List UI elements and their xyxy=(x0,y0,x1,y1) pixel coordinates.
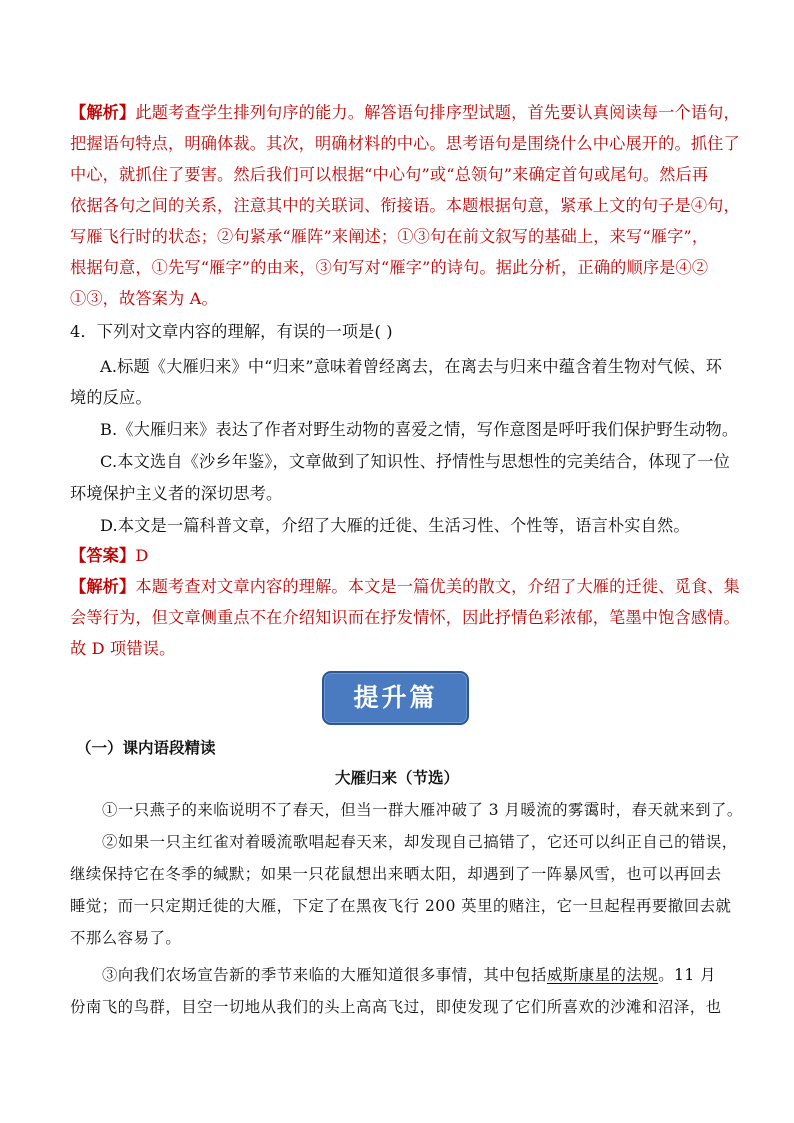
analysis-tag: 【解析】 xyxy=(70,103,136,122)
banner-label: 提升篇 xyxy=(353,683,438,712)
passage-paragraph-2-line-1: ②如果一只主红雀对着暖流歌唱起春天来，却发现自己搞错了，它还可以纠正自己的错误， xyxy=(102,833,738,851)
passage-paragraph-2-line-4: 不那么容易了。 xyxy=(70,929,182,947)
section-banner xyxy=(322,671,469,725)
answer-tag: 【答案】 xyxy=(70,546,136,565)
passage-paragraph-3-line-1: ③向我们农场宣告新的季节来临的大雁知道很多事情，其中包括威斯康星的法规。11 月 xyxy=(102,966,716,984)
option-b: B.《大雁归来》表达了作者对野生动物的喜爱之情，写作意图是呼吁我们保护野生动物。 xyxy=(100,420,739,439)
analysis-4-line-3: 故 D 项错误。 xyxy=(70,639,176,658)
analysis-3-line-6: 根据句意，①先写“雁字”的由来，③句写对“雁字”的诗句。据此分析，正确的顺序是④② xyxy=(70,258,709,277)
option-a-line-1: A.标题《大雁归来》中“归来”意味着曾经离去，在离去与归来中蕴含着生物对气候、环 xyxy=(100,357,723,376)
option-d: D.本文是一篇科普文章，介绍了大雁的迁徙、生活习性、个性等，语言朴实自然。 xyxy=(100,516,690,535)
analysis-3-line-2: 把握语句特点，明确体裁。其次，明确材料的中心。思考语句是围绕什么中心展开的。抓住了 xyxy=(70,134,740,153)
analysis-4-line-2: 会等行为，但文章侧重点不在介绍知识而在抒发情怀，因此抒情色彩浓郁，笔墨中饱含感情。 xyxy=(70,608,740,627)
underlined-phrase: 威斯康星的法规 xyxy=(546,966,659,984)
analysis-3-line-7: ①③，故答案为 A。 xyxy=(70,289,218,308)
analysis-3-line-1: 【解析】此题考查学生排列句序的能力。解答语句排序型试题，首先要认真阅读每一个语句， xyxy=(70,103,740,122)
option-c-line-2: 环境保护主义者的深切思考。 xyxy=(70,484,283,503)
analysis-tag: 【解析】 xyxy=(70,577,136,596)
passage-paragraph-2-line-2: 继续保持它在冬季的缄默；如果一只花鼠想出来晒太阳，却遇到了一阵暴风雪，也可以再回去 xyxy=(70,865,722,883)
option-a-line-2: 境的反应。 xyxy=(70,388,152,407)
passage-paragraph-2-line-3: 睡觉；而一只定期迁徙的大雁，下定了在黑夜飞行 200 英里的赌注，它一旦起程再要撤回去就 xyxy=(70,897,732,915)
passage-paragraph-1: ①一只燕子的来临说明不了春天，但当一群大雁冲破了 3 月暖流的雾霭时，春天就来到了。 xyxy=(102,801,743,819)
answer-line xyxy=(70,546,730,566)
answer-value: D xyxy=(135,546,149,565)
passage-title: 大雁归来（节选） xyxy=(334,769,459,787)
analysis-3-line-3: 中心，就抓住了要害。然后我们可以根据“中心句”或“总领句”来确定首句或尾句。然后再 xyxy=(70,165,709,184)
analysis-3-line-4: 依据各句之间的关系，注意其中的关联词、衔接语。本题根据句意，紧承上文的句子是④句， xyxy=(70,196,740,215)
analysis-4-line-1: 【解析】本题考查对文章内容的理解。本文是一篇优美的散文，介绍了大雁的迁徙、觅食、集 xyxy=(70,577,740,596)
option-c-line-1: C.本文选自《沙乡年鉴》，文章做到了知识性、抒情性与思想性的完美结合，体现了一位 xyxy=(100,452,730,471)
section-heading: （一）课内语段精读 xyxy=(76,739,216,757)
analysis-3-line-5: 写雁飞行时的状态；②句紧承“雁阵”来阐述；①③句在前文叙写的基础上，来写“雁字”， xyxy=(70,227,709,246)
question-4-stem: 4．下列对文章内容的理解，有误的一项是( ) xyxy=(70,322,393,341)
passage-paragraph-3-line-2: 份南飞的鸟群，目空一切地从我们的头上高高飞过，即使发现了它们所喜欢的沙滩和沼泽，也 xyxy=(70,998,722,1016)
